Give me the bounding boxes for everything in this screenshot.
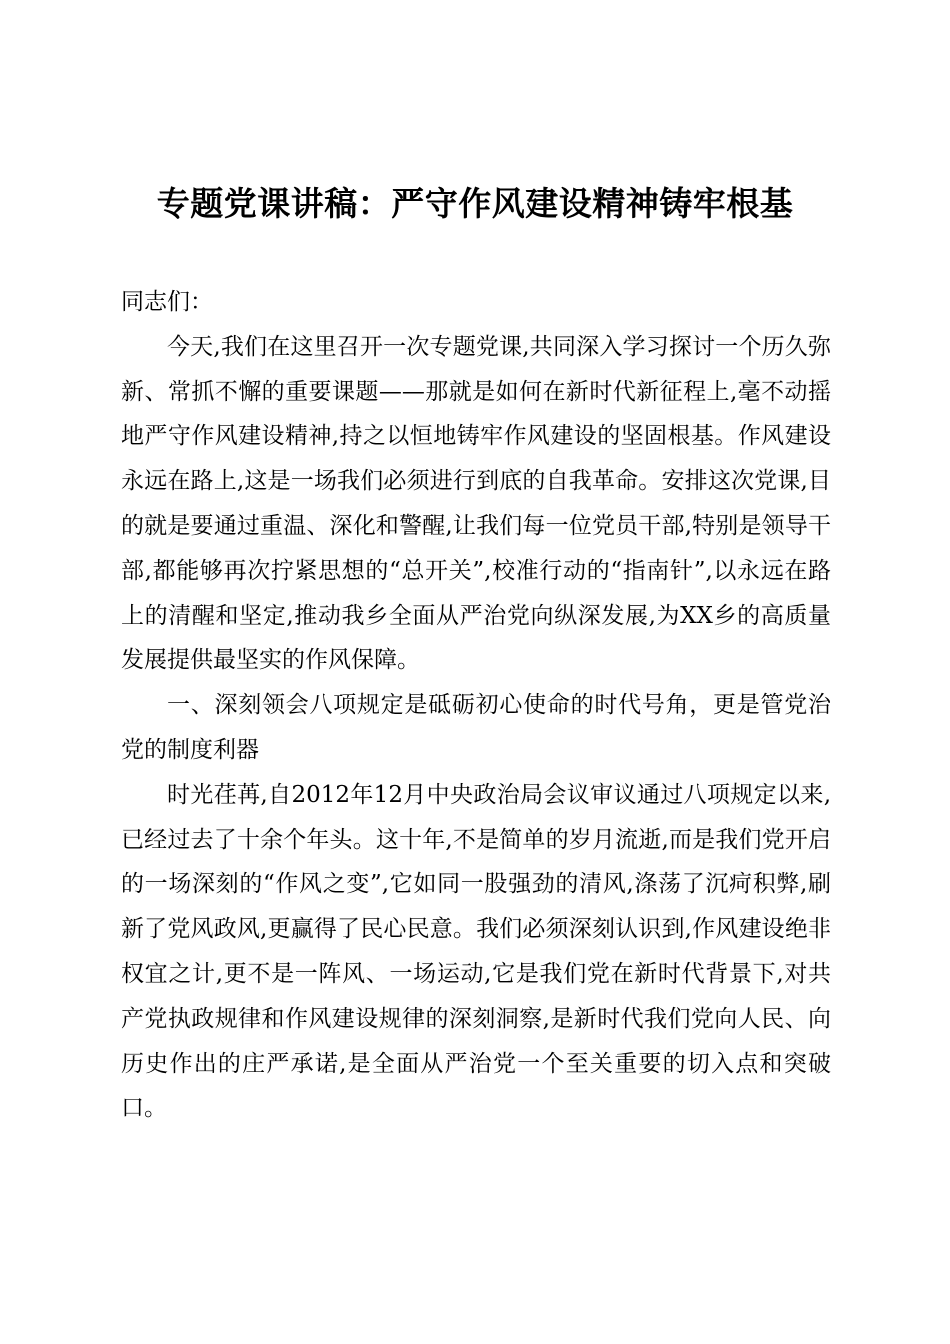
paragraph-section-1: 时光荏苒,自2012年12月中央政治局会议审议通过八项规定以来,已经过去了十余个年头。这十年,不是简单的岁月流逝,而是我们党开启的一场深刻的“作风之变”,它如同一股强劲的清风,涤荡了沉疴积弊,刷新了党风政风,更赢得了民心民意。我们必须深刻认识到,作风建设绝非权宜之计,更不是一阵风、一场运动,它是我们党在新时代背景下,对共产党执政规律和作风建设规律的深刻洞察,是新时代我们党向人民、向历史作出的庄严承诺,是全面从严治党一个至关重要的切入点和突破口。 [121,781,831,1122]
document-title: 专题党课讲稿：严守作风建设精神铸牢根基 [156,184,794,223]
greeting: 同志们： [121,289,213,315]
section-heading-1: 一、深刻领会八项规定是砥砺初心使命的时代号角，更是管党治党的制度利器 [121,692,831,763]
document-body [121,280,831,1131]
paragraph-intro: 今天,我们在这里召开一次专题党课,共同深入学习探讨一个历久弥新、常抓不懈的重要课题——那就是如何在新时代新征程上,毫不动摇地严守作风建设精神,持之以恒地铸牢作风建设的坚固根基。作风建设永远在路上,这是一场我们必须进行到底的自我革命。安排这次党课,目的就是要通过重温、深化和警醒,让我们每一位党员干部,特别是领导干部,都能够再次拧紧思想的“总开关”,校准行动的“指南针”,以永远在路上的清醒和坚定,推动我乡全面从严治党向纵深发展,为XX乡的高质量发展提供最坚实的作风保障。 [121,333,831,674]
